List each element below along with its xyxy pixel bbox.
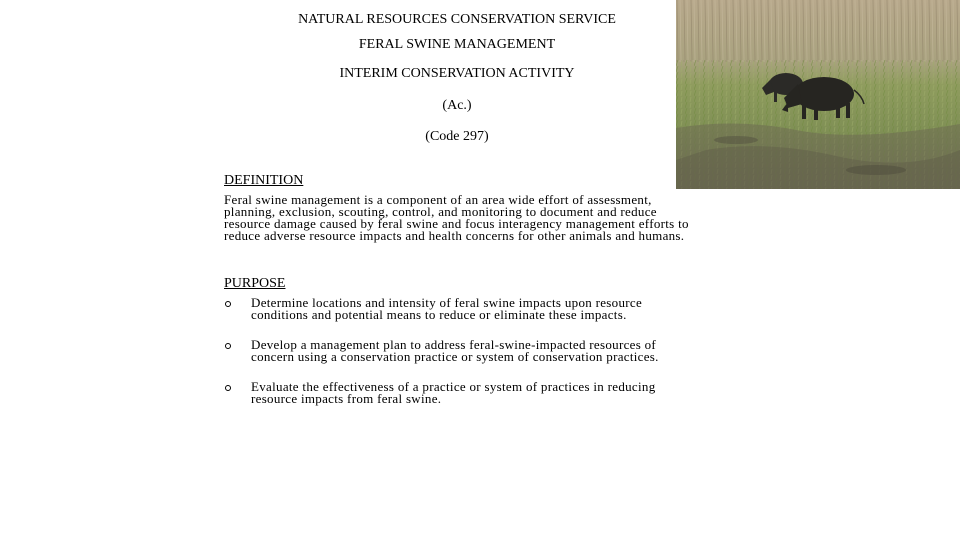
- purpose-item-text: Determine locations and intensity of feral swine impacts upon resource conditions and potential means to reduce or eliminate these impacts.: [251, 295, 643, 322]
- unit-label: (Ac.): [442, 98, 472, 113]
- definition-heading: DEFINITION: [224, 173, 304, 188]
- activity-type: INTERIM CONSERVATION ACTIVITY: [339, 66, 575, 81]
- bullet-icon: [225, 301, 231, 307]
- purpose-heading: PURPOSE: [224, 276, 286, 291]
- bullet-icon: [225, 385, 231, 391]
- purpose-item-text: Develop a management plan to address feral-swine-impacted resources of concern using a conservation practice or system of conservation practices.: [251, 337, 659, 364]
- agency-title: NATURAL RESOURCES CONSERVATION SERVICE: [298, 12, 616, 27]
- feral-swine-photo: [676, 0, 960, 189]
- definition-text: Feral swine management is a component of an area wide effort of assessment, planning, exclusion, scouting, control, and monitoring to document and reduce resource damage caused by feral swine and focus interagency management efforts to reduce adverse resource impacts and health concerns for other animals and humans.: [224, 192, 689, 243]
- purpose-item-text: Evaluate the effectiveness of a practice or system of practices in reducing resource impacts from feral swine.: [251, 379, 656, 406]
- practice-title: FERAL SWINE MANAGEMENT: [358, 37, 556, 52]
- practice-code: (Code 297): [425, 129, 489, 144]
- bullet-icon: [225, 343, 231, 349]
